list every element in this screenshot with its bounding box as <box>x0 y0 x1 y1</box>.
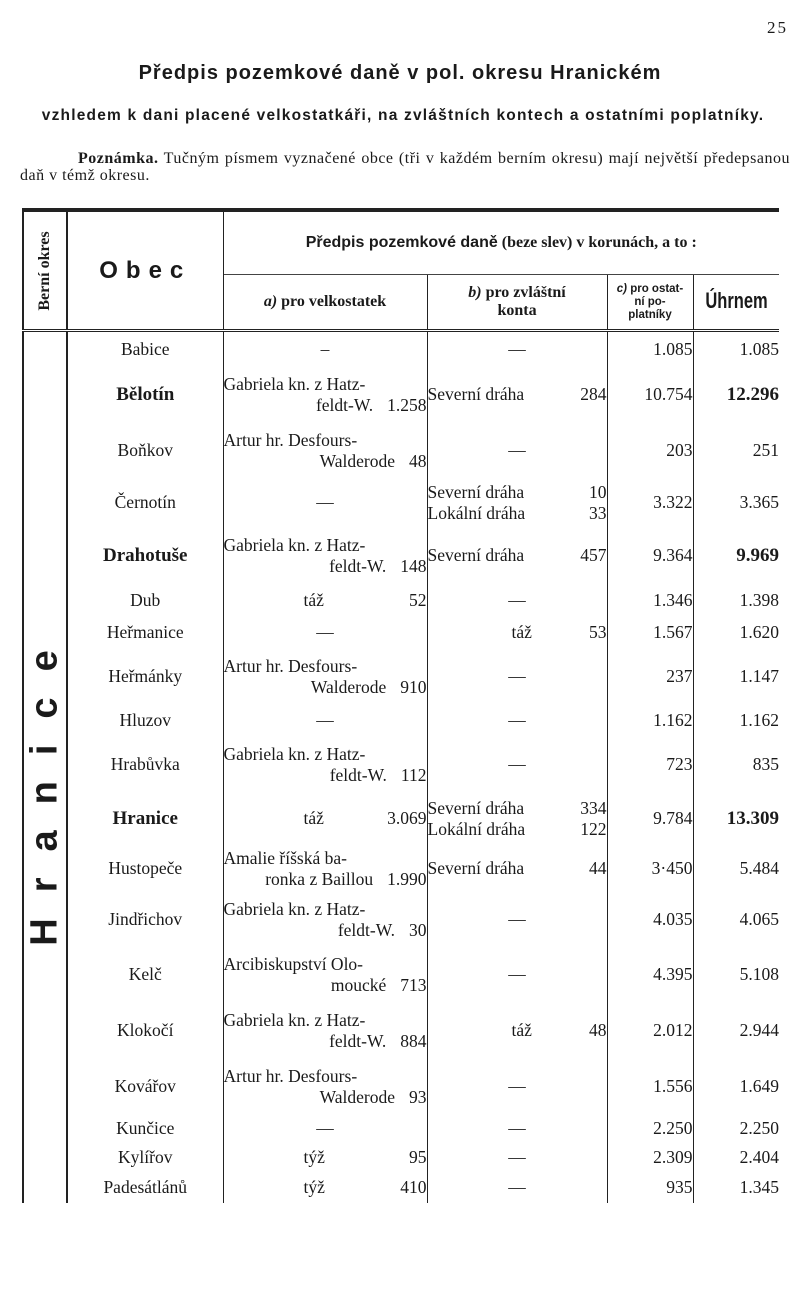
total-value: 1.345 <box>739 1177 780 1197</box>
velkostatek-cell-text: Artur hr. Desfours- <box>223 655 358 676</box>
velkostatek-cell <box>223 585 427 617</box>
velkostatek-cell-text: Gabriela kn. z Hatz- <box>223 898 366 919</box>
total-value: 2.944 <box>739 1020 780 1040</box>
total-value: 251 <box>752 440 780 460</box>
total-value: 5.484 <box>739 858 780 878</box>
ostatni-value: 203 <box>607 423 693 479</box>
total-value: 5.108 <box>739 964 780 984</box>
velkostatek-cell <box>223 1003 427 1059</box>
velkostatek-cell-text: Arcibiskupství Olo- <box>223 953 364 974</box>
velkostatek-cell <box>223 1115 427 1143</box>
header-group-bold: Předpis pozemkové daně <box>305 234 498 251</box>
velkostatek-cell-text: — <box>316 1118 334 1138</box>
konta-cell-text: — <box>508 440 526 460</box>
konta-cell-text: Severní dráha <box>427 384 525 404</box>
konta-cell-value: 284 <box>580 384 607 404</box>
total-value: 13.309 <box>726 807 780 829</box>
velkostatek-cell-value: 410 <box>400 1177 427 1197</box>
velkostatek-cell-text: — <box>316 622 334 642</box>
obec-name: Hustopeče <box>67 845 223 893</box>
total-value: 2.250 <box>739 1118 780 1138</box>
konta-cell <box>427 585 607 617</box>
table-body <box>23 331 779 1203</box>
ostatni-value: 2.012 <box>607 1003 693 1059</box>
velkostatek-cell-text: ronka z Baillou <box>265 868 374 889</box>
velkostatek-cell-text: feldt-W. <box>337 919 395 940</box>
obec-name: Kovářov <box>67 1059 223 1115</box>
velkostatek-cell <box>223 947 427 1003</box>
table-row <box>23 649 779 705</box>
velkostatek-cell <box>223 1059 427 1115</box>
velkostatek-cell-text: Walderode <box>319 1086 395 1107</box>
obec-name: Hluzov <box>67 705 223 737</box>
total-value: 835 <box>752 754 780 774</box>
velkostatek-cell-value: 148 <box>400 555 427 576</box>
ostatni-value: 4.035 <box>607 893 693 947</box>
velkostatek-cell <box>223 331 427 367</box>
total-value: 12.296 <box>726 383 780 405</box>
konta-cell-text: — <box>508 909 526 929</box>
velkostatek-cell-text: Amalie říšská ba- <box>223 847 347 868</box>
konta-cell <box>427 617 607 649</box>
ostatni-value: 4.395 <box>607 947 693 1003</box>
total-value: 1.649 <box>739 1076 780 1096</box>
konta-cell <box>427 1115 607 1143</box>
total-value: 1.398 <box>739 590 780 610</box>
ostatni-value: 9.784 <box>607 793 693 845</box>
okres-name <box>23 331 67 1203</box>
velkostatek-cell-text: Walderode <box>319 450 395 471</box>
obec-name: Heřmanice <box>67 617 223 649</box>
velkostatek-cell <box>223 527 427 585</box>
konta-cell-text: Lokální dráha <box>427 502 526 523</box>
table-row <box>23 527 779 585</box>
header-obec: Obec <box>67 210 223 331</box>
obec-name: Černotín <box>67 479 223 527</box>
velkostatek-cell-value: 910 <box>400 676 427 697</box>
konta-cell-value: 33 <box>589 502 607 523</box>
velkostatek-cell-value: 112 <box>400 764 427 785</box>
total-value: 1.620 <box>739 622 780 642</box>
table-row <box>23 367 779 423</box>
page-title: Předpis pozemkové daně v pol. okresu Hranickém <box>138 62 662 84</box>
table-row <box>23 617 779 649</box>
total-value: 3.365 <box>739 492 780 512</box>
obec-name: Kelč <box>67 947 223 1003</box>
konta-cell-text: Severní dráha <box>427 545 525 565</box>
ostatni-value: 237 <box>607 649 693 705</box>
velkostatek-cell-text: Artur hr. Desfours- <box>223 1065 358 1086</box>
header-group <box>223 210 779 275</box>
velkostatek-cell-text: Gabriela kn. z Hatz- <box>223 534 366 555</box>
velkostatek-cell-value: 95 <box>409 1147 427 1167</box>
konta-cell <box>427 1143 607 1173</box>
obec-name: Heřmánky <box>67 649 223 705</box>
ostatni-value: 10.754 <box>607 367 693 423</box>
obec-name: Dub <box>67 585 223 617</box>
table-row <box>23 893 779 947</box>
konta-cell-text: — <box>508 1076 526 1096</box>
okres-name-text: Hranice <box>23 623 66 946</box>
table-row <box>23 1173 779 1203</box>
total-value: 4.065 <box>739 909 780 929</box>
header-a: a) pro velkostatek <box>223 275 427 331</box>
konta-cell-text: táž <box>511 1020 532 1040</box>
ostatni-value: 1.567 <box>607 617 693 649</box>
konta-cell-text: — <box>508 964 526 984</box>
obec-name: Kunčice <box>67 1115 223 1143</box>
table-row <box>23 331 779 367</box>
velkostatek-cell <box>223 423 427 479</box>
velkostatek-cell-value: 1.258 <box>387 394 427 415</box>
tax-table <box>22 208 779 1203</box>
konta-cell-value: 334 <box>580 797 607 818</box>
ostatni-value: 1.556 <box>607 1059 693 1115</box>
header-group-rest: (beze slev) v korunách, a to : <box>497 234 697 251</box>
velkostatek-cell-value: 93 <box>409 1086 427 1107</box>
konta-cell <box>427 479 607 527</box>
konta-cell <box>427 367 607 423</box>
velkostatek-cell <box>223 845 427 893</box>
header-total: Úhrnem <box>693 275 779 331</box>
velkostatek-cell-text: – <box>320 338 330 359</box>
total-value: 1.147 <box>739 666 780 686</box>
velkostatek-cell-text: feldt-W. <box>329 1030 387 1051</box>
velkostatek-cell-text: Walderode <box>310 676 387 697</box>
konta-cell-text: Lokální dráha <box>427 818 526 839</box>
table-row <box>23 1143 779 1173</box>
konta-cell-text: Severní dráha <box>427 481 525 502</box>
konta-cell <box>427 649 607 705</box>
velkostatek-cell-text: týž <box>303 1177 325 1197</box>
ostatni-value: 1.085 <box>607 331 693 367</box>
total-value: 1.085 <box>739 338 780 359</box>
konta-cell-value: 10 <box>589 481 607 502</box>
velkostatek-cell-text: táž <box>303 590 324 610</box>
note <box>20 150 790 184</box>
velkostatek-cell <box>223 479 427 527</box>
konta-cell <box>427 527 607 585</box>
table-row <box>23 1003 779 1059</box>
konta-cell-text: — <box>508 590 526 610</box>
konta-cell-text: — <box>508 338 526 359</box>
konta-cell <box>427 1003 607 1059</box>
velkostatek-cell <box>223 737 427 793</box>
table-row <box>23 705 779 737</box>
konta-cell-text: — <box>508 1118 526 1138</box>
velkostatek-cell <box>223 1173 427 1203</box>
table-row <box>23 1115 779 1143</box>
velkostatek-cell-text: — <box>316 492 334 512</box>
obec-name: Babice <box>67 331 223 367</box>
konta-cell <box>427 793 607 845</box>
ostatni-value: 3·450 <box>607 845 693 893</box>
velkostatek-cell-value: 3.069 <box>387 808 427 828</box>
velkostatek-cell-value: 1.990 <box>387 868 427 889</box>
ostatni-value: 1.162 <box>607 705 693 737</box>
table-row <box>23 737 779 793</box>
ostatni-value: 723 <box>607 737 693 793</box>
page-subtitle: vzhledem k dani placené velkostatkáři, na zvláštních kontech a ostatními poplatníky. <box>41 107 765 124</box>
obec-name: Jindřichov <box>67 893 223 947</box>
konta-cell <box>427 423 607 479</box>
konta-cell-text: — <box>508 710 526 730</box>
konta-cell-value: 122 <box>580 818 607 839</box>
velkostatek-cell-value: 30 <box>409 919 427 940</box>
velkostatek-cell <box>223 649 427 705</box>
velkostatek-cell <box>223 1143 427 1173</box>
konta-cell-text: — <box>508 754 526 774</box>
page-number: 25 <box>767 18 788 37</box>
konta-cell-value: 44 <box>589 858 607 878</box>
velkostatek-cell-text: — <box>316 710 334 730</box>
velkostatek-cell-text: feldt-W. <box>315 394 374 415</box>
ostatni-value: 9.364 <box>607 527 693 585</box>
konta-cell <box>427 331 607 367</box>
velkostatek-cell-text: feldt-W. <box>329 764 387 785</box>
obec-name: Hrabůvka <box>67 737 223 793</box>
ostatni-value: 2.309 <box>607 1143 693 1173</box>
velkostatek-cell-value: 52 <box>409 590 427 610</box>
total-value: 1.162 <box>739 710 780 730</box>
velkostatek-cell-text: feldt-W. <box>329 555 387 576</box>
obec-name: Drahotuše <box>67 527 223 585</box>
velkostatek-cell <box>223 367 427 423</box>
obec-name: Klokočí <box>67 1003 223 1059</box>
header-c: c) pro ostat- ní po- platníky <box>607 275 693 331</box>
table-row <box>23 845 779 893</box>
obec-name: Boňkov <box>67 423 223 479</box>
ostatni-value: 935 <box>607 1173 693 1203</box>
velkostatek-cell-text: Gabriela kn. z Hatz- <box>223 373 366 394</box>
table-row <box>23 479 779 527</box>
obec-name: Bělotín <box>67 367 223 423</box>
konta-cell-text: — <box>508 1147 526 1167</box>
velkostatek-cell-text: moucké <box>330 974 387 995</box>
obec-name: Kylířov <box>67 1143 223 1173</box>
table-row <box>23 793 779 845</box>
table-row <box>23 1059 779 1115</box>
total-value: 2.404 <box>739 1147 780 1167</box>
obec-name: Hranice <box>67 793 223 845</box>
konta-cell <box>427 1173 607 1203</box>
konta-cell <box>427 737 607 793</box>
konta-cell <box>427 845 607 893</box>
table-row <box>23 947 779 1003</box>
velkostatek-cell-value: 713 <box>400 974 427 995</box>
velkostatek-cell-text: Gabriela kn. z Hatz- <box>223 743 366 764</box>
konta-cell-text: — <box>508 666 526 686</box>
note-label: Poznámka. <box>78 150 159 167</box>
velkostatek-cell-value: 884 <box>400 1030 427 1051</box>
velkostatek-cell-text: táž <box>303 808 324 828</box>
konta-cell-value: 48 <box>589 1020 607 1040</box>
velkostatek-cell <box>223 617 427 649</box>
konta-cell-text: táž <box>511 622 532 642</box>
konta-cell-value: 457 <box>580 545 607 565</box>
ostatni-value: 3.322 <box>607 479 693 527</box>
header-b: b) pro zvláštní konta <box>427 275 607 331</box>
table-row <box>23 585 779 617</box>
velkostatek-cell-value: 48 <box>409 450 427 471</box>
ostatni-value: 2.250 <box>607 1115 693 1143</box>
table-row <box>23 423 779 479</box>
konta-cell-text: — <box>508 1177 526 1197</box>
konta-cell <box>427 705 607 737</box>
konta-cell-value: 53 <box>589 622 607 642</box>
obec-name: Padesátlánů <box>67 1173 223 1203</box>
konta-cell <box>427 947 607 1003</box>
konta-cell <box>427 893 607 947</box>
header-okres: Berní okres <box>23 210 67 331</box>
velkostatek-cell <box>223 893 427 947</box>
velkostatek-cell <box>223 705 427 737</box>
note-text: Tučným písmem vyznačené obce (tři v každém berním okresu) mají největší předepsanou daň v témž okresu. <box>20 150 791 184</box>
konta-cell <box>427 1059 607 1115</box>
velkostatek-cell <box>223 793 427 845</box>
velkostatek-cell-text: týž <box>303 1147 325 1167</box>
konta-cell-text: Severní dráha <box>427 797 525 818</box>
total-value: 9.969 <box>736 544 780 566</box>
velkostatek-cell-text: Gabriela kn. z Hatz- <box>223 1009 366 1030</box>
ostatni-value: 1.346 <box>607 585 693 617</box>
konta-cell-text: Severní dráha <box>427 858 525 878</box>
velkostatek-cell-text: Artur hr. Desfours- <box>223 429 358 450</box>
